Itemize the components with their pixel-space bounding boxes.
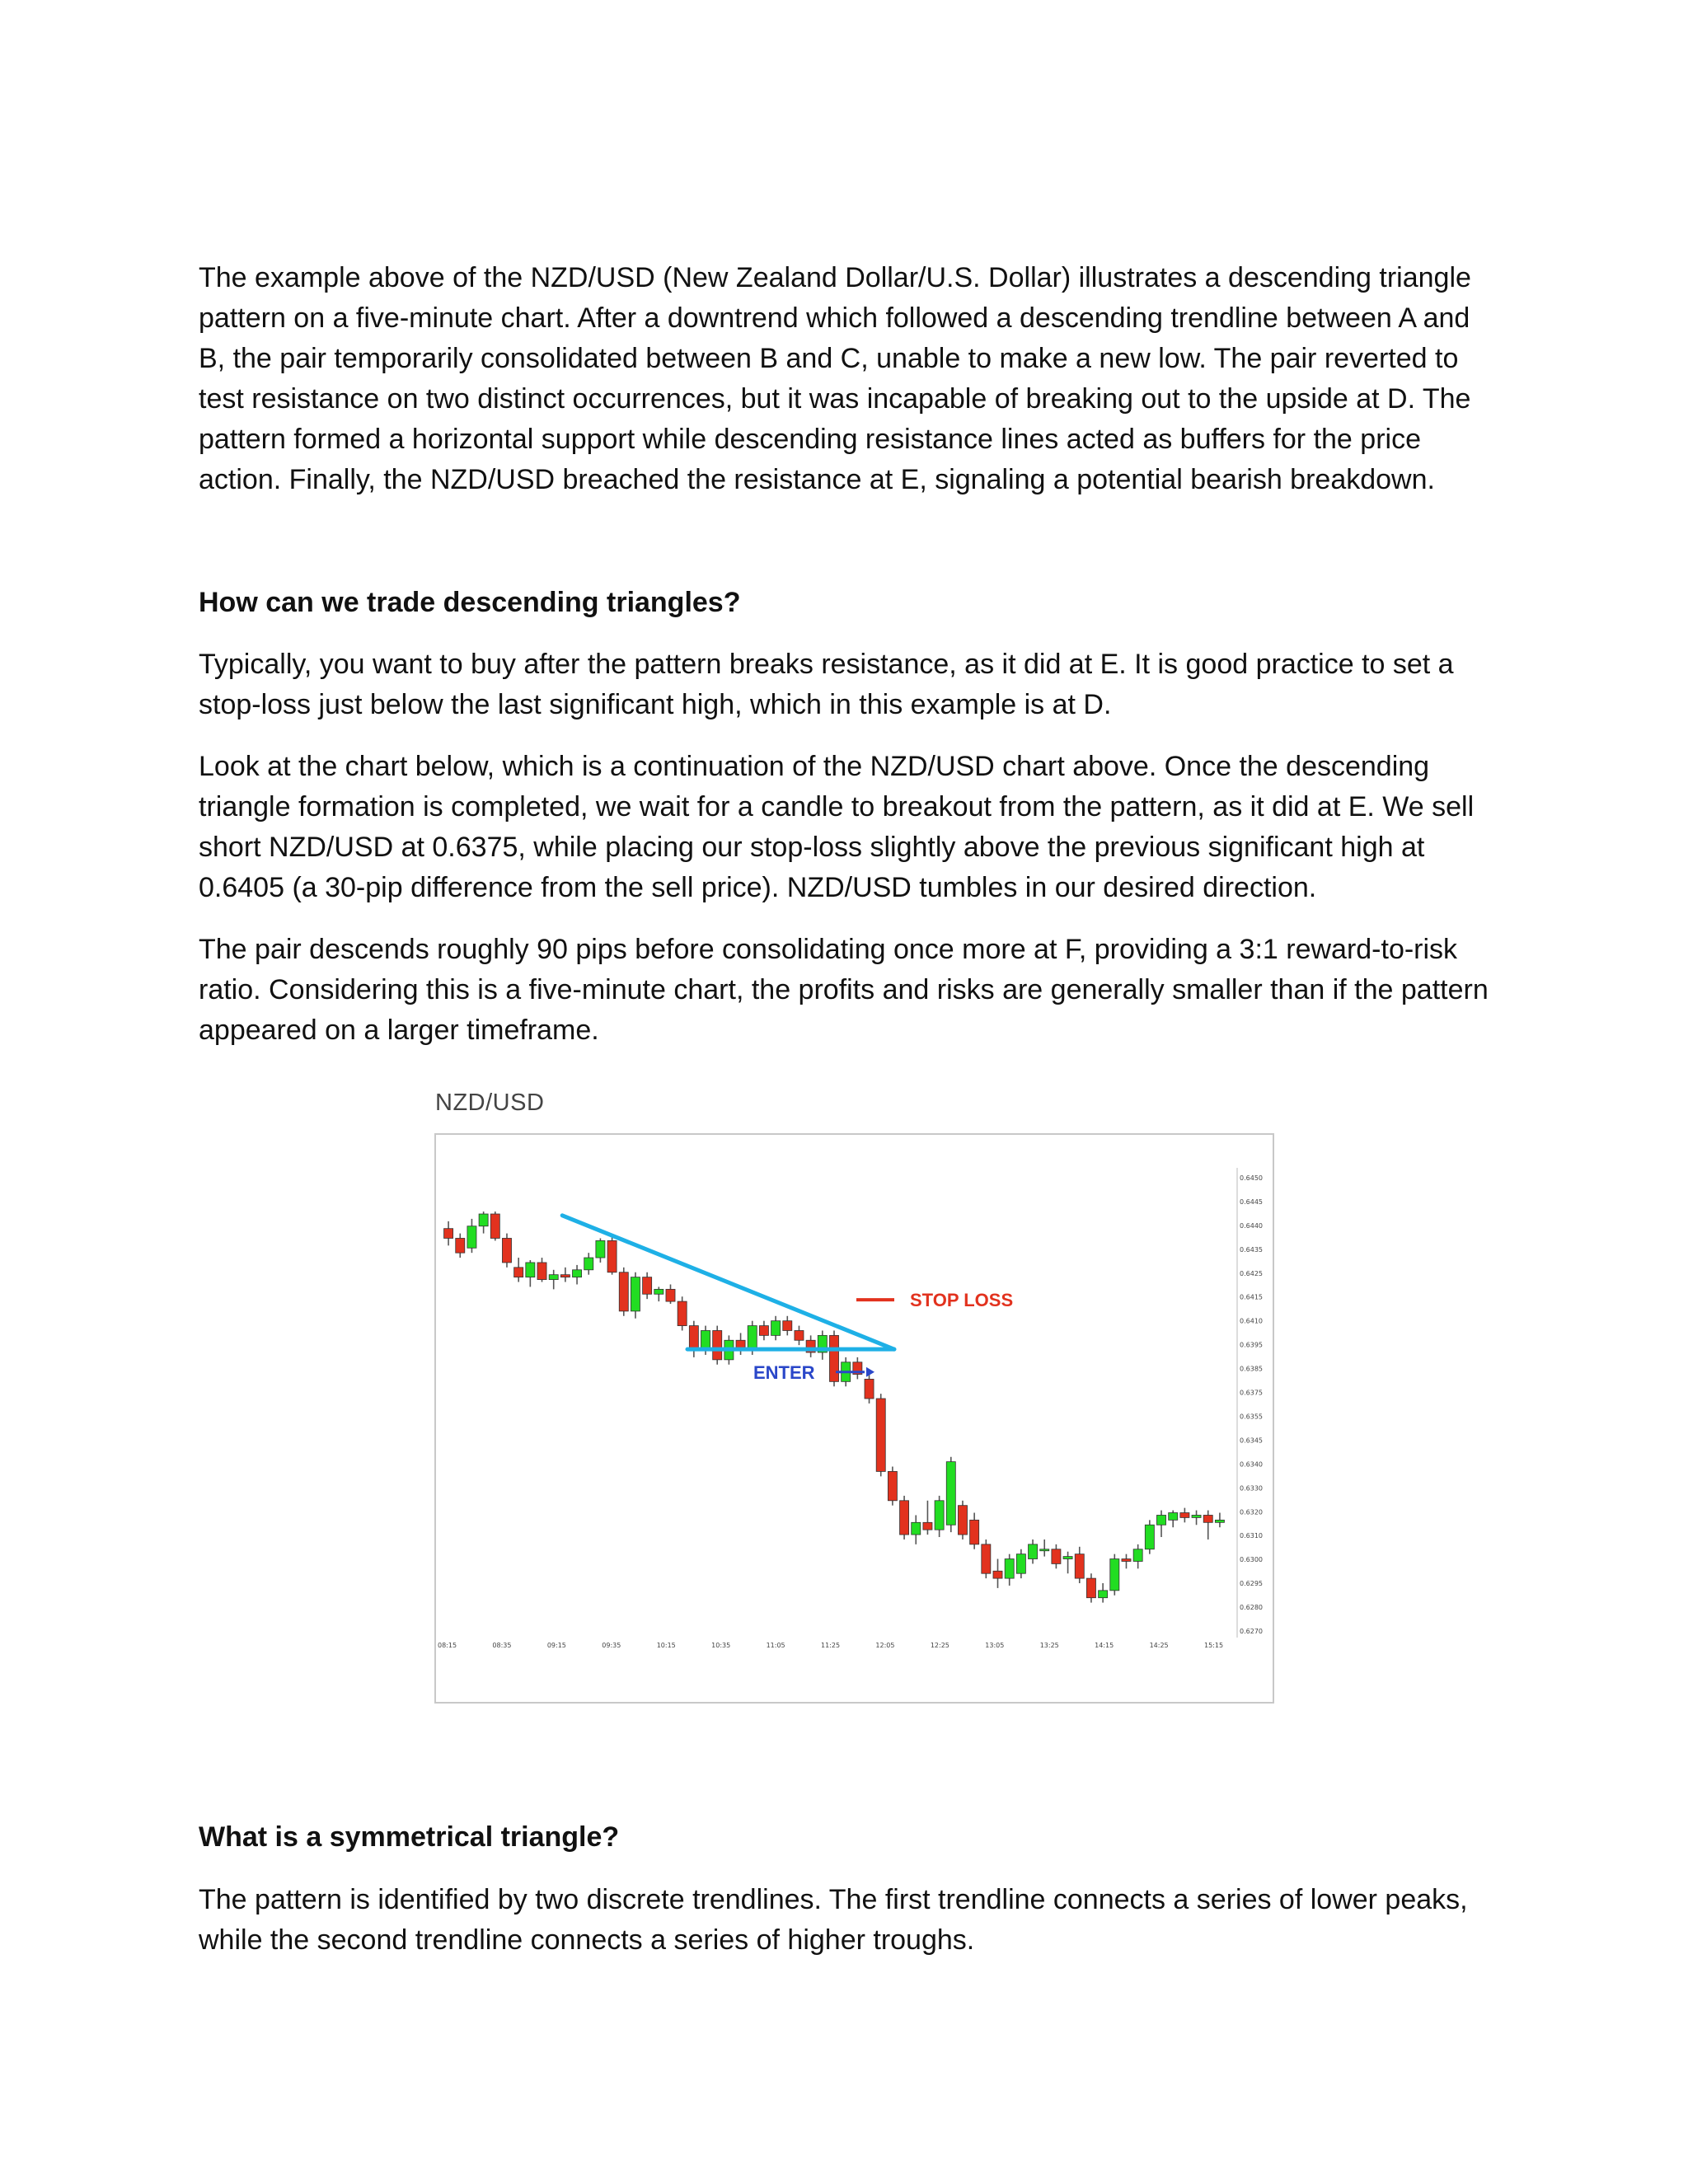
trade-heading: How can we trade descending triangles? [199,587,741,618]
resistance-trendline [562,1216,894,1349]
candle-body [1156,1515,1165,1525]
x-tick-label: 08:35 [492,1642,512,1649]
candle-body [958,1506,967,1535]
y-tick-label: 0.6410 [1240,1317,1263,1325]
x-tick-label: 10:35 [711,1642,731,1649]
nzdusd-candlestick-chart [434,1133,1274,1704]
y-tick-label: 0.6310 [1240,1532,1263,1540]
y-tick-label: 0.6345 [1240,1436,1263,1445]
y-tick-label: 0.6440 [1240,1221,1263,1230]
candle-body [1180,1513,1189,1518]
candle-body [1203,1515,1212,1522]
y-tick-label: 0.6320 [1240,1508,1263,1516]
candle-body [643,1277,652,1295]
candle-body [678,1301,687,1325]
candle-body [537,1263,546,1280]
y-tick-label: 0.6270 [1240,1628,1263,1635]
candle-body [1052,1549,1061,1564]
candle-body [1005,1559,1014,1579]
y-tick-label: 0.6280 [1240,1604,1263,1612]
candle-body [923,1522,932,1530]
symmetrical-heading: What is a symmetrical triangle? [199,1821,620,1853]
x-tick-label: 09:35 [602,1642,621,1649]
candle-body [619,1272,628,1311]
candle-body [982,1544,991,1573]
trade-paragraph-3: The pair descends roughly 90 pips before consolidating once more at F, providing a 3:1 reward-to-risk ratio. Considering this is a five-minute chart, the profits and risks are generally smaller than if the pattern appeared on a larger timeframe. [199,934,1489,1046]
candle-body [631,1277,640,1311]
y-tick-label: 0.6445 [1240,1197,1263,1206]
candle-body [1016,1554,1025,1574]
candle-body [771,1321,781,1336]
x-tick-label: 11:25 [821,1642,841,1649]
enter-arrow-head [866,1367,874,1377]
x-tick-label: 14:15 [1095,1642,1114,1649]
candle-body [1075,1554,1084,1578]
candle-body [444,1229,453,1239]
candle-body [701,1330,710,1350]
intro-paragraph: The example above of the NZD/USD (New Zealand Dollar/U.S. Dollar) illustrates a descending triangle pattern on a five-minute chart. After a downtrend which followed a descending trendline between A and B, the pair temporarily consolidated between B and C, unable to make a new low. The pair reverted to test resistance on two distinct occurrences, but it was incapable of breaking out to the upside at D. The pattern formed a horizontal support while descending resistance lines acted as buffers for the price action. Finally, the NZD/USD breached the resistance at E, signaling a potential bearish breakdown. [199,262,1471,495]
y-tick-label: 0.6340 [1240,1460,1263,1469]
candle-body [490,1214,499,1238]
candle-body [549,1275,558,1280]
candle-body [666,1289,675,1301]
candle-body [1040,1549,1049,1551]
x-tick-label: 08:15 [438,1642,457,1649]
y-tick-label: 0.6425 [1240,1269,1263,1277]
stop-loss-label: STOP LOSS [910,1290,1014,1311]
candle-body [759,1326,768,1336]
x-tick-label: 12:05 [875,1642,895,1649]
candle-body [514,1268,523,1277]
y-tick-label: 0.6395 [1240,1341,1263,1349]
candle-body [1192,1515,1201,1517]
y-tick-label: 0.6375 [1240,1389,1263,1397]
candle-body [560,1275,570,1277]
y-tick-label: 0.6415 [1240,1293,1263,1301]
x-tick-label: 13:25 [1039,1642,1059,1649]
candle-body [502,1238,511,1262]
candle-body [935,1501,944,1530]
x-tick-label: 11:05 [766,1642,785,1649]
candle-body [1099,1591,1108,1598]
y-tick-label: 0.6330 [1240,1484,1263,1493]
candle-body [1110,1559,1119,1591]
candle-body [467,1226,476,1249]
x-tick-label: 14:25 [1149,1642,1169,1649]
candle-body [970,1520,979,1544]
candle-body [1086,1578,1095,1598]
candle-body [946,1462,955,1526]
candle-body [876,1399,885,1471]
x-tick-label: 09:15 [546,1642,566,1649]
candle-body [912,1522,921,1535]
candle-body [865,1379,874,1399]
x-tick-label: 10:15 [656,1642,676,1649]
candle-body [1133,1549,1142,1562]
y-tick-label: 0.6355 [1240,1413,1263,1421]
candle-body [584,1258,593,1270]
candle-body [573,1270,582,1277]
trade-paragraph-2: Look at the chart below, which is a continuation of the NZD/USD chart above. Once the descending triangle formation is completed, we wait for a candle to breakout from the pattern, as it did at E. We sell short NZD/USD at 0.6375, while placing our stop-loss slightly above the previous significant high at 0.6405 (a 30-pip difference from the sell price). NZD/USD tumbles in our desired direction. [199,751,1475,903]
candle-body [783,1321,792,1331]
x-tick-label: 15:15 [1204,1642,1224,1649]
candle-body [993,1571,1002,1578]
chart-title: NZD/USD [435,1090,545,1116]
chart-svg [436,1135,1273,1702]
candle-body [1169,1513,1178,1521]
y-tick-label: 0.6300 [1240,1556,1263,1564]
candle-body [829,1335,838,1381]
enter-label: ENTER [753,1361,815,1383]
candle-body [607,1240,617,1272]
candle-body [795,1330,804,1340]
trade-paragraph-1: Typically, you want to buy after the pattern breaks resistance, as it did at E. It is good practice to set a stop-loss just below the last significant high, which in this example is at D. [199,649,1454,720]
y-tick-label: 0.6385 [1240,1365,1263,1373]
candle-body [1029,1544,1038,1559]
candle-body [456,1238,465,1253]
y-tick-label: 0.6295 [1240,1580,1263,1588]
candle-body [1122,1559,1131,1562]
candle-body [689,1326,698,1350]
candle-body [1145,1525,1154,1549]
x-tick-label: 12:25 [930,1642,950,1649]
candle-body [900,1501,909,1535]
candle-body [713,1330,722,1359]
candle-body [654,1289,663,1294]
y-tick-label: 0.6435 [1240,1245,1263,1254]
candle-body [526,1263,535,1277]
candle-body [596,1240,605,1258]
symmetrical-paragraph: The pattern is identified by two discrete trendlines. The first trendline connects a series of lower peaks, while the second trendline connects a series of higher troughs. [199,1884,1468,1956]
y-tick-label: 0.6450 [1240,1174,1263,1182]
candle-body [748,1326,757,1350]
candle-body [479,1214,488,1226]
candle-body [1063,1557,1072,1559]
candle-body [888,1471,897,1500]
x-tick-label: 13:05 [985,1642,1005,1649]
candle-body [1215,1520,1224,1522]
